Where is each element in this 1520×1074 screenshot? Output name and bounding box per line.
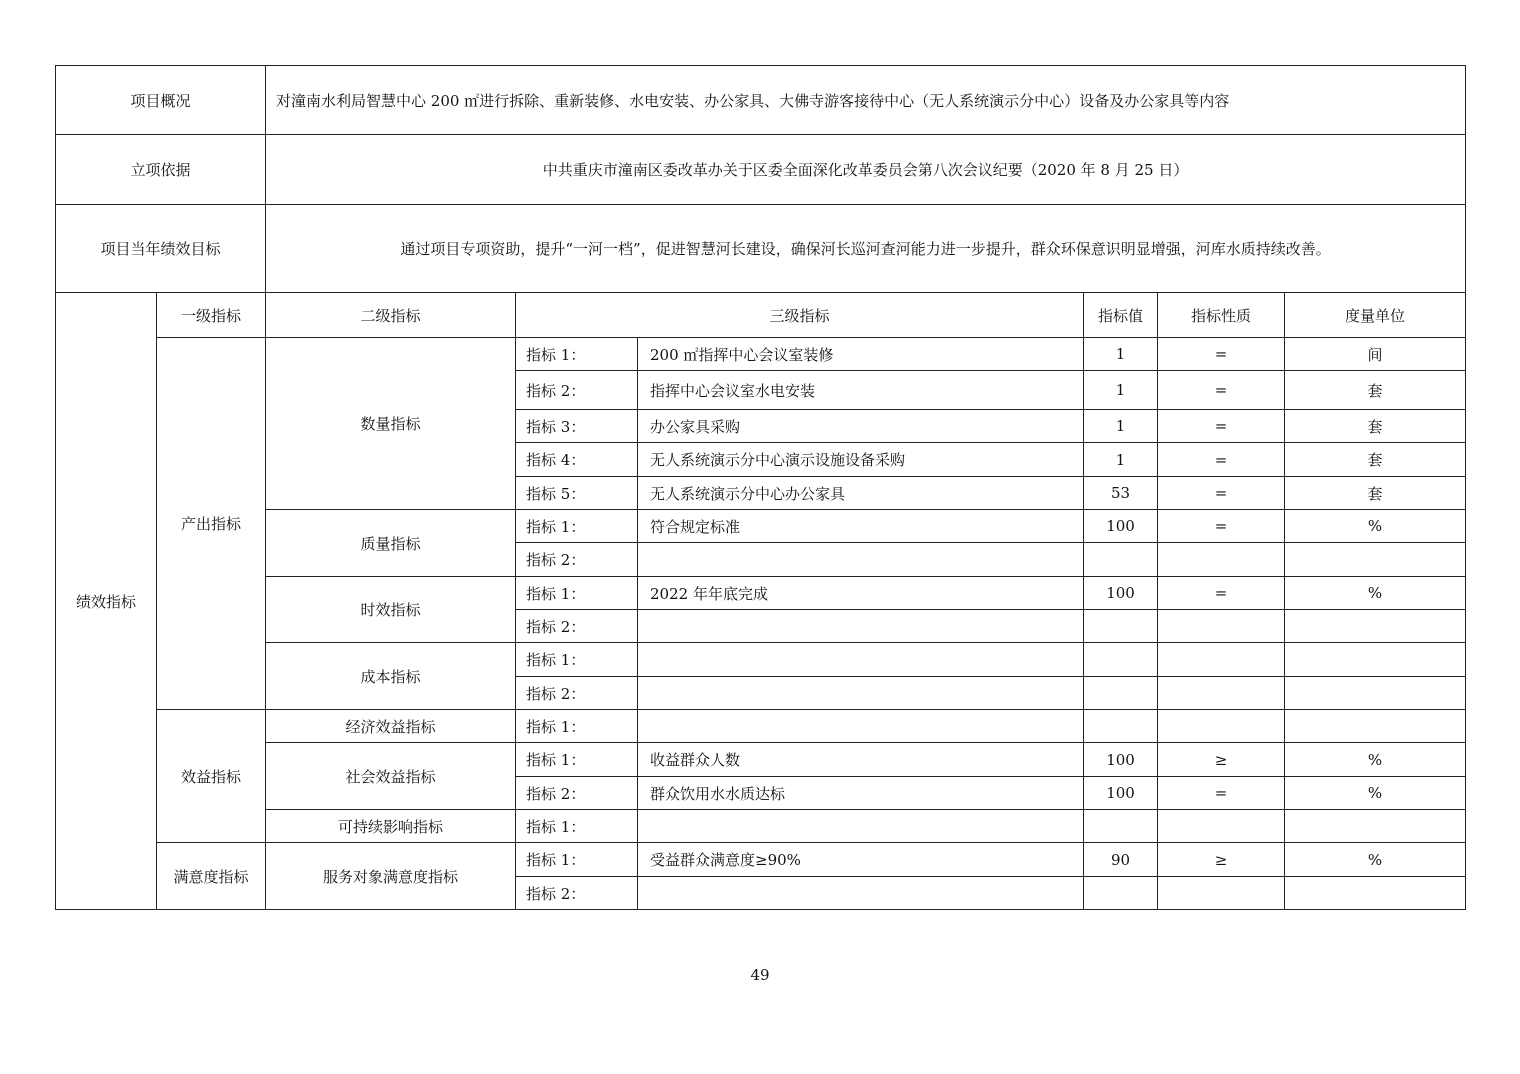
indicator-unit: 套	[1285, 477, 1466, 510]
indicator-nature	[1158, 710, 1285, 743]
indicator-nature	[1158, 543, 1285, 577]
indicator-value: 90	[1084, 843, 1158, 877]
indicator-nature	[1158, 810, 1285, 843]
indicator-value: 1	[1084, 371, 1158, 410]
indicator-value: 1	[1084, 443, 1158, 477]
level2-timeliness: 时效指标	[266, 577, 516, 643]
goal-label: 项目当年绩效目标	[56, 205, 266, 293]
indicator-unit	[1285, 610, 1466, 643]
indicator-unit: %	[1285, 577, 1466, 610]
indicator-index: 指标 3：	[516, 410, 638, 443]
indicator-nature: ≥	[1158, 843, 1285, 877]
indicator-index: 指标 2：	[516, 877, 638, 910]
basis-value: 中共重庆市潼南区委改革办关于区委全面深化改革委员会第八次会议纪要（2020 年 8 月 25 日）	[266, 135, 1466, 205]
header-value: 指标值	[1084, 293, 1158, 338]
indicator-value	[1084, 643, 1158, 677]
indicator-nature: =	[1158, 510, 1285, 543]
goal-value: 通过项目专项资助，提升“一河一档”，促进智慧河长建设，确保河长巡河查河能力进一步提升，群众环保意识明显增强，河库水质持续改善。	[266, 205, 1466, 293]
indicator-desc: 办公家具采购	[638, 410, 1084, 443]
indicator-index: 指标 1：	[516, 643, 638, 677]
indicator-desc: 群众饮用水水质达标	[638, 777, 1084, 810]
indicator-unit: %	[1285, 743, 1466, 777]
indicator-desc: 收益群众人数	[638, 743, 1084, 777]
basis-label: 立项依据	[56, 135, 266, 205]
indicator-unit: 套	[1285, 410, 1466, 443]
indicator-unit	[1285, 643, 1466, 677]
indicator-desc	[638, 610, 1084, 643]
header-level1: 一级指标	[157, 293, 266, 338]
header-unit: 度量单位	[1285, 293, 1466, 338]
level1-benefit: 效益指标	[157, 710, 266, 843]
indicator-desc	[638, 877, 1084, 910]
indicator-index: 指标 1：	[516, 743, 638, 777]
indicator-unit	[1285, 877, 1466, 910]
level2-economic: 经济效益指标	[266, 710, 516, 743]
indicator-index: 指标 1：	[516, 577, 638, 610]
indicator-desc: 符合规定标准	[638, 510, 1084, 543]
indicator-nature: =	[1158, 371, 1285, 410]
indicator-desc: 无人系统演示分中心演示设施设备采购	[638, 443, 1084, 477]
indicator-index: 指标 2：	[516, 371, 638, 410]
indicator-unit	[1285, 710, 1466, 743]
indicator-index: 指标 1：	[516, 338, 638, 371]
indicator-nature: =	[1158, 777, 1285, 810]
indicator-index: 指标 2：	[516, 543, 638, 577]
indicator-unit	[1285, 810, 1466, 843]
indicator-unit: 套	[1285, 443, 1466, 477]
overview-value: 对潼南水利局智慧中心 200 ㎡进行拆除、重新装修、水电安装、办公家具、大佛寺游客接待中心（无人系统演示分中心）设备及办公家具等内容	[266, 66, 1466, 135]
indicator-nature: =	[1158, 338, 1285, 371]
indicator-value: 53	[1084, 477, 1158, 510]
indicator-nature	[1158, 877, 1285, 910]
indicator-desc	[638, 677, 1084, 710]
indicator-index: 指标 2：	[516, 677, 638, 710]
indicator-unit: %	[1285, 510, 1466, 543]
level2-service: 服务对象满意度指标	[266, 843, 516, 910]
header-nature: 指标性质	[1158, 293, 1285, 338]
indicator-index: 指标 5：	[516, 477, 638, 510]
indicator-unit	[1285, 677, 1466, 710]
indicator-nature	[1158, 677, 1285, 710]
overview-label: 项目概况	[56, 66, 266, 135]
level2-sustain: 可持续影响指标	[266, 810, 516, 843]
level2-quantity: 数量指标	[266, 338, 516, 510]
indicator-value: 100	[1084, 577, 1158, 610]
indicator-value: 1	[1084, 338, 1158, 371]
indicator-unit: 间	[1285, 338, 1466, 371]
indicator-index: 指标 2：	[516, 610, 638, 643]
indicator-nature: =	[1158, 577, 1285, 610]
indicator-desc: 200 ㎡指挥中心会议室装修	[638, 338, 1084, 371]
indicator-unit	[1285, 543, 1466, 577]
header-level2: 二级指标	[266, 293, 516, 338]
performance-label: 绩效指标	[56, 293, 157, 910]
indicator-index: 指标 4：	[516, 443, 638, 477]
indicator-value	[1084, 677, 1158, 710]
indicator-index: 指标 1：	[516, 810, 638, 843]
indicator-desc: 2022 年年底完成	[638, 577, 1084, 610]
indicator-nature: =	[1158, 410, 1285, 443]
indicator-nature: =	[1158, 477, 1285, 510]
indicator-index: 指标 1：	[516, 710, 638, 743]
indicator-value: 100	[1084, 510, 1158, 543]
level2-quality: 质量指标	[266, 510, 516, 577]
indicator-value	[1084, 877, 1158, 910]
header-level3: 三级指标	[516, 293, 1084, 338]
indicator-index: 指标 1：	[516, 843, 638, 877]
indicator-desc	[638, 810, 1084, 843]
indicator-value	[1084, 610, 1158, 643]
page-number: 49	[750, 966, 770, 984]
indicator-desc: 受益群众满意度≥90%	[638, 843, 1084, 877]
indicator-index: 指标 2：	[516, 777, 638, 810]
level2-cost: 成本指标	[266, 643, 516, 710]
indicator-unit: 套	[1285, 371, 1466, 410]
indicator-value	[1084, 543, 1158, 577]
indicator-nature: =	[1158, 443, 1285, 477]
indicator-unit: %	[1285, 777, 1466, 810]
indicator-desc	[638, 643, 1084, 677]
indicator-value: 100	[1084, 743, 1158, 777]
indicator-nature: ≥	[1158, 743, 1285, 777]
indicator-value: 1	[1084, 410, 1158, 443]
indicator-nature	[1158, 643, 1285, 677]
level1-output: 产出指标	[157, 338, 266, 710]
indicator-desc	[638, 710, 1084, 743]
level1-satisfaction: 满意度指标	[157, 843, 266, 910]
indicator-index: 指标 1：	[516, 510, 638, 543]
indicator-nature	[1158, 610, 1285, 643]
indicator-desc: 无人系统演示分中心办公家具	[638, 477, 1084, 510]
indicator-value	[1084, 710, 1158, 743]
indicator-value: 100	[1084, 777, 1158, 810]
indicator-desc: 指挥中心会议室水电安装	[638, 371, 1084, 410]
performance-table	[55, 65, 1466, 910]
level2-social: 社会效益指标	[266, 743, 516, 810]
indicator-unit: %	[1285, 843, 1466, 877]
indicator-value	[1084, 810, 1158, 843]
indicator-desc	[638, 543, 1084, 577]
